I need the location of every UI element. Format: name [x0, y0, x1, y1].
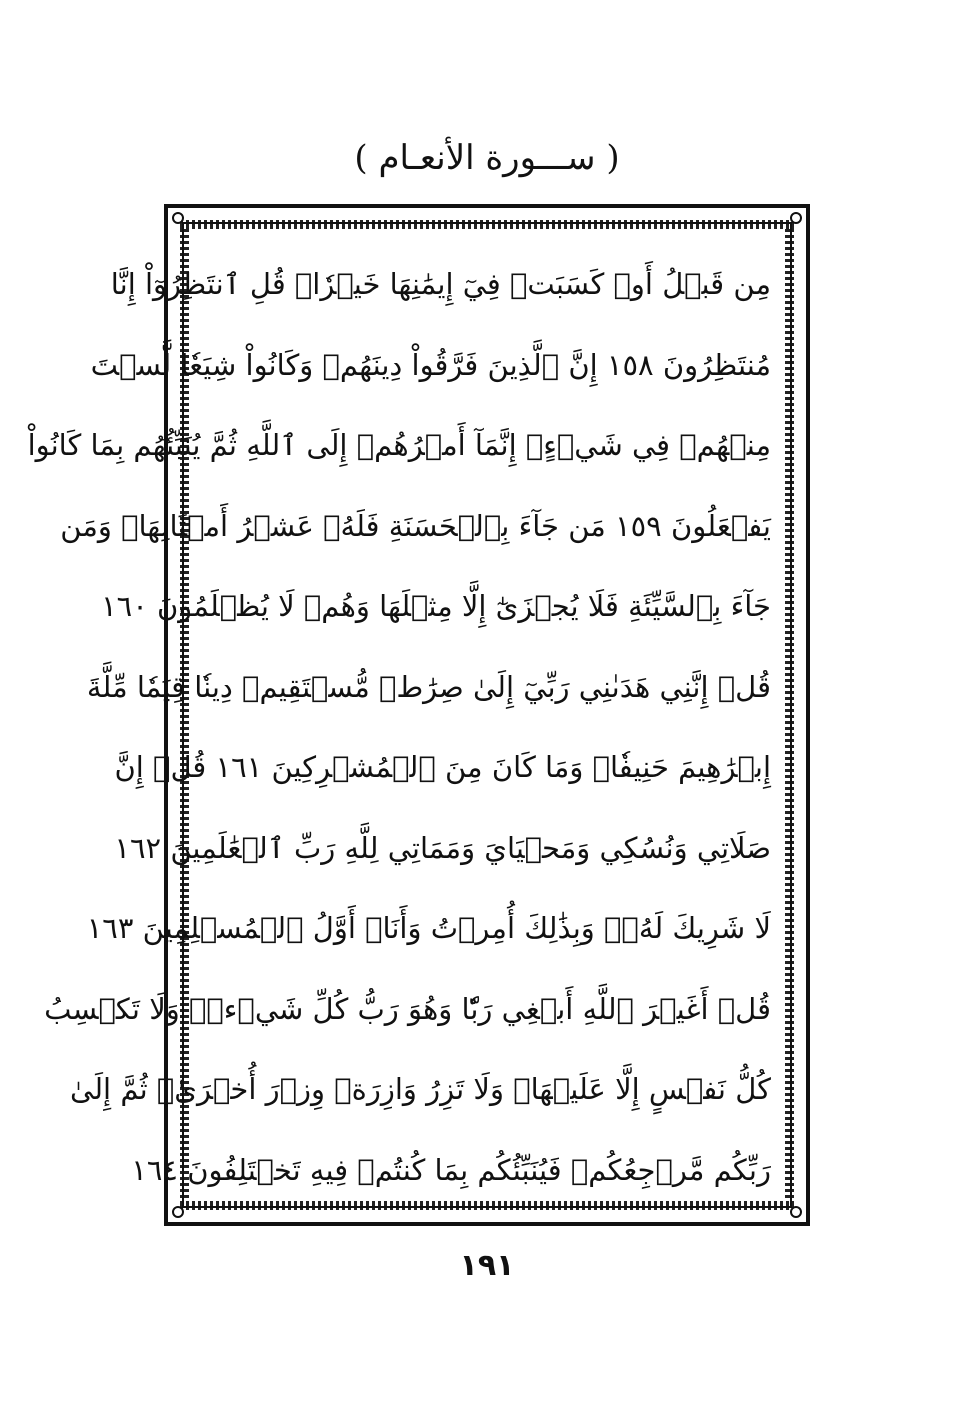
text-line-9: لَا شَرِيكَ لَهُۥۖ وَبِذَٰلِكَ أُمِرۡتُ وَأَنَا۠ أَوَّلُ ٱلۡمُسۡلِمِينَ ١٦٣ [86, 911, 771, 945]
text-line-5: جَآءَ بِٱلسَّيِّئَةِ فَلَا يُجۡزَىٰٓ إِلَّا مِثۡلَهَا وَهُمۡ لَا يُظۡلَمُونَ ١٦٠ [101, 589, 771, 623]
text-line-4: يَفۡعَلُونَ ١٥٩ مَن جَآءَ بِٱلۡحَسَنَةِ فَلَهُۥ عَشۡرُ أَمۡثَالِهَاۖ وَمَن [60, 508, 771, 543]
text-line-12: رَبِّكُم مَّرۡجِعُكُمۡ فَيُنَبِّئُكُم بِمَا كُنتُمۡ فِيهِ تَخۡتَلِفُونَ ١٦٤ [131, 1152, 771, 1187]
page-number: ١٩١ [459, 1248, 515, 1283]
text-line-11: كُلُّ نَفۡسٍ إِلَّا عَلَيۡهَاۚ وَلَا تَزِرُ وَازِرَةٞ وِزۡرَ أُخۡرَىٰۚ ثُمَّ إِلَىٰ [70, 1072, 771, 1106]
text-line-7: إِبۡرَٰهِيمَ حَنِيفٗاۚ وَمَا كَانَ مِنَ ٱلۡمُشۡرِكِينَ ١٦١ قُلۡ إِنَّ [114, 750, 771, 784]
text-line-8: صَلَاتِي وَنُسُكِي وَمَحۡيَايَ وَمَمَاتِي لِلَّهِ رَبِّ ٱلۡعَٰلَمِينَ ١٦٢ [114, 830, 771, 865]
frame-corner-ornament-top-right [790, 212, 802, 224]
quran-text-block [27, 244, 771, 1210]
frame-corner-ornament-top-left [172, 212, 184, 224]
text-line-3: مِنۡهُمۡ فِي شَيۡءٍۚ إِنَّمَآ أَمۡرُهُمۡ إِلَى ٱللَّهِ ثُمَّ يُنَبِّئُهُم بِمَا كَانُواْ [27, 428, 771, 462]
frame-corner-ornament-bottom-right [790, 1206, 802, 1218]
surah-title: ( ســـورة الأنعـام ) [354, 138, 620, 178]
text-line-6: قُلۡ إِنَّنِي هَدَىٰنِي رَبِّيٓ إِلَىٰ صِرَٰطٖ مُّسۡتَقِيمٖ دِينٗا قِيَمٗا مِّلَّةَ [86, 669, 771, 704]
text-line-1: مِن قَبۡلُ أَوۡ كَسَبَتۡ فِيٓ إِيمَٰنِهَا خَيۡرٗاۗ قُلِ ٱنتَظِرُوٓاْ إِنَّا [110, 267, 771, 301]
text-line-10: قُلۡ أَغَيۡرَ ٱللَّهِ أَبۡغِي رَبّٗا وَهُوَ رَبُّ كُلِّ شَيۡءٖۚ وَلَا تَكۡسِبُ [44, 991, 771, 1026]
text-line-2: مُنتَظِرُونَ ١٥٨ إِنَّ ٱلَّذِينَ فَرَّقُواْ دِينَهُمۡ وَكَانُواْ شِيَعٗا لَّسۡتَ [90, 347, 771, 382]
